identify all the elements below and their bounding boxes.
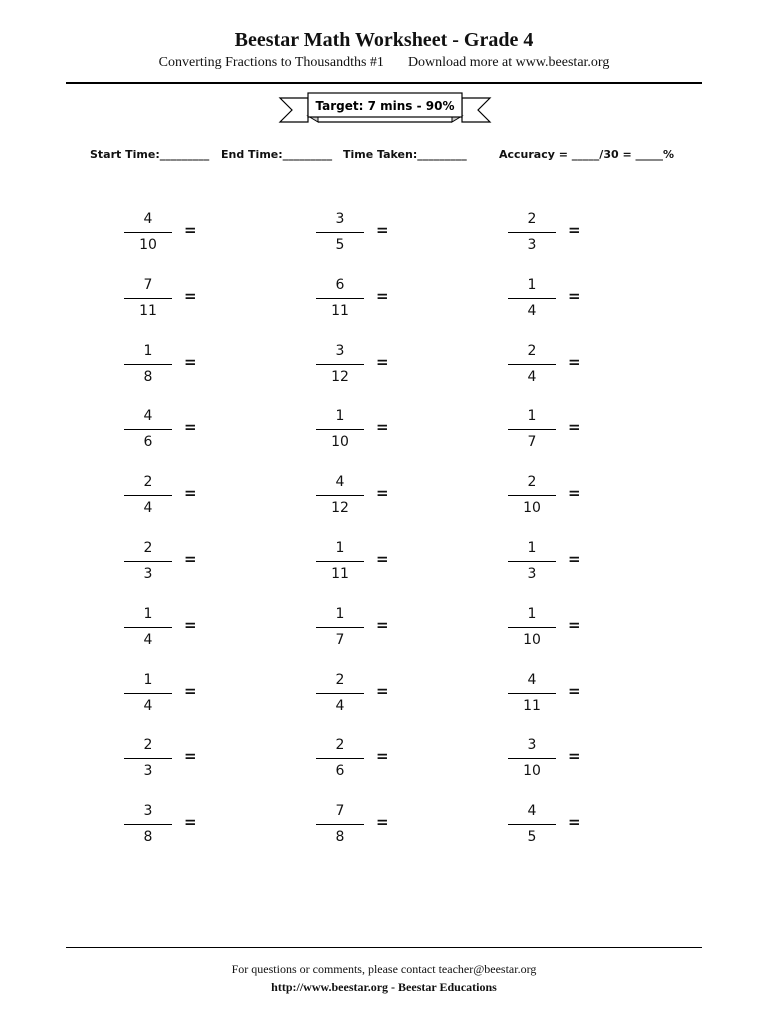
numerator: 2 — [335, 672, 345, 688]
fraction-bar — [124, 232, 172, 233]
equals-sign: = — [568, 813, 581, 831]
equals-sign: = — [568, 484, 581, 502]
fraction-bar — [508, 495, 556, 496]
fraction-bar — [124, 824, 172, 825]
fraction-problem — [124, 736, 234, 782]
fraction — [124, 802, 172, 848]
fraction-problem — [508, 736, 618, 782]
denominator: 7 — [335, 632, 345, 648]
fraction — [124, 605, 172, 651]
equals-sign: = — [184, 221, 197, 239]
fraction — [508, 736, 556, 782]
download-link-text: Download more at www.beestar.org — [407, 55, 610, 70]
fraction-problem — [316, 276, 426, 322]
fraction — [508, 671, 556, 717]
fraction-bar — [508, 824, 556, 825]
fraction-bar — [316, 693, 364, 694]
target-label: Target: 7 mins - 90% — [315, 99, 455, 113]
numerator: 2 — [143, 474, 153, 490]
denominator: 10 — [331, 434, 349, 450]
fraction-bar — [508, 298, 556, 299]
fraction — [508, 276, 556, 322]
equals-sign: = — [184, 287, 197, 305]
fraction — [316, 539, 364, 585]
fraction-problem — [316, 736, 426, 782]
fraction — [508, 473, 556, 519]
fraction-problem — [508, 473, 618, 519]
fraction — [316, 210, 364, 256]
equals-sign: = — [376, 221, 389, 239]
equals-sign: = — [568, 616, 581, 634]
fraction-problem — [508, 407, 618, 453]
denominator: 4 — [143, 632, 153, 648]
denominator: 4 — [143, 698, 153, 714]
fraction-problem — [508, 539, 618, 585]
fraction-problem — [124, 671, 234, 717]
time-taken-field: Time Taken:_________ — [343, 148, 467, 161]
fraction — [508, 539, 556, 585]
denominator: 10 — [139, 237, 157, 253]
numerator: 1 — [527, 540, 537, 556]
denominator: 8 — [335, 829, 345, 845]
numerator: 4 — [527, 803, 537, 819]
fraction — [508, 802, 556, 848]
fraction-problem — [316, 671, 426, 717]
fraction-problem — [124, 473, 234, 519]
denominator: 8 — [143, 369, 153, 385]
fraction — [124, 276, 172, 322]
fraction-bar — [316, 824, 364, 825]
equals-sign: = — [568, 221, 581, 239]
numerator: 4 — [143, 211, 153, 227]
numerator: 1 — [527, 606, 537, 622]
fraction-bar — [124, 495, 172, 496]
fraction — [508, 342, 556, 388]
fraction-problem — [124, 342, 234, 388]
fraction-bar — [316, 561, 364, 562]
numerator: 1 — [143, 672, 153, 688]
equals-sign: = — [184, 418, 197, 436]
fraction-bar — [124, 627, 172, 628]
denominator: 5 — [527, 829, 537, 845]
fraction — [316, 407, 364, 453]
footer-contact: For questions or comments, please contact teacher@beestar.org — [231, 962, 537, 976]
fraction — [508, 605, 556, 651]
equals-sign: = — [376, 353, 389, 371]
numerator: 3 — [143, 803, 153, 819]
fraction — [316, 671, 364, 717]
equals-sign: = — [184, 484, 197, 502]
equals-sign: = — [184, 747, 197, 765]
fraction-bar — [316, 758, 364, 759]
fraction — [124, 473, 172, 519]
equals-sign: = — [376, 616, 389, 634]
footer-website: http://www.beestar.org - Beestar Educations — [271, 980, 497, 994]
denominator: 6 — [335, 763, 345, 779]
numerator: 1 — [527, 408, 537, 424]
fraction-problem — [316, 802, 426, 848]
numerator: 1 — [143, 606, 153, 622]
equals-sign: = — [568, 550, 581, 568]
end-time-field: End Time:_________ — [221, 148, 333, 161]
fraction-problem — [316, 473, 426, 519]
denominator: 8 — [143, 829, 153, 845]
worksheet-topic: Converting Fractions to Thousandths #1 — [158, 55, 384, 70]
denominator: 7 — [527, 434, 537, 450]
denominator: 3 — [527, 566, 537, 582]
fraction — [124, 407, 172, 453]
denominator: 3 — [527, 237, 537, 253]
fraction-bar — [316, 429, 364, 430]
numerator: 4 — [527, 672, 537, 688]
numerator: 1 — [335, 540, 345, 556]
fraction-bar — [508, 758, 556, 759]
fraction-bar — [124, 298, 172, 299]
denominator: 4 — [335, 698, 345, 714]
equals-sign: = — [376, 418, 389, 436]
fraction-bar — [508, 364, 556, 365]
denominator: 4 — [527, 369, 537, 385]
numerator: 3 — [335, 343, 345, 359]
fraction-problem — [508, 342, 618, 388]
fraction — [124, 736, 172, 782]
footer-divider — [66, 947, 702, 948]
fraction — [316, 736, 364, 782]
equals-sign: = — [568, 747, 581, 765]
fraction-problem — [124, 539, 234, 585]
numerator: 2 — [143, 540, 153, 556]
denominator: 3 — [143, 763, 153, 779]
numerator: 4 — [143, 408, 153, 424]
denominator: 10 — [523, 500, 541, 516]
equals-sign: = — [376, 682, 389, 700]
fraction-problem — [124, 605, 234, 651]
fraction — [316, 473, 364, 519]
denominator: 11 — [331, 303, 349, 319]
fraction — [316, 802, 364, 848]
fraction-bar — [124, 429, 172, 430]
fraction-problem — [508, 671, 618, 717]
fraction — [124, 671, 172, 717]
denominator: 11 — [523, 698, 541, 714]
fraction — [508, 210, 556, 256]
fraction-bar — [508, 232, 556, 233]
equals-sign: = — [184, 813, 197, 831]
denominator: 12 — [331, 500, 349, 516]
fraction-bar — [508, 561, 556, 562]
worksheet-title: Beestar Math Worksheet - Grade 4 — [234, 29, 534, 51]
start-time-field: Start Time:_________ — [90, 148, 210, 161]
equals-sign: = — [184, 353, 197, 371]
equals-sign: = — [568, 682, 581, 700]
fraction — [508, 407, 556, 453]
numerator: 2 — [335, 737, 345, 753]
fraction-bar — [508, 693, 556, 694]
fraction-bar — [316, 298, 364, 299]
numerator: 3 — [527, 737, 537, 753]
denominator: 3 — [143, 566, 153, 582]
fraction — [316, 276, 364, 322]
accuracy-field: Accuracy = _____/30 = _____% — [499, 148, 675, 161]
fraction-problem — [508, 276, 618, 322]
equals-sign: = — [376, 484, 389, 502]
numerator: 1 — [335, 408, 345, 424]
numerator: 2 — [527, 474, 537, 490]
equals-sign: = — [184, 616, 197, 634]
fraction-bar — [124, 364, 172, 365]
fraction-problem — [316, 210, 426, 256]
fraction — [124, 539, 172, 585]
equals-sign: = — [376, 747, 389, 765]
denominator: 10 — [523, 632, 541, 648]
numerator: 7 — [335, 803, 345, 819]
fraction-problem — [316, 605, 426, 651]
fraction — [124, 342, 172, 388]
fraction-problem — [316, 407, 426, 453]
equals-sign: = — [184, 550, 197, 568]
numerator: 2 — [527, 343, 537, 359]
denominator: 5 — [335, 237, 345, 253]
fraction-bar — [124, 693, 172, 694]
equals-sign: = — [376, 287, 389, 305]
fraction-problem — [124, 276, 234, 322]
equals-sign: = — [568, 353, 581, 371]
denominator: 12 — [331, 369, 349, 385]
numerator: 3 — [335, 211, 345, 227]
denominator: 11 — [331, 566, 349, 582]
equals-sign: = — [376, 550, 389, 568]
fraction-problem — [508, 210, 618, 256]
fraction-bar — [316, 495, 364, 496]
fraction — [124, 210, 172, 256]
fraction-problem — [124, 407, 234, 453]
denominator: 4 — [143, 500, 153, 516]
numerator: 1 — [143, 343, 153, 359]
numerator: 6 — [335, 277, 345, 293]
denominator: 4 — [527, 303, 537, 319]
denominator: 10 — [523, 763, 541, 779]
fraction-problem — [124, 210, 234, 256]
numerator: 7 — [143, 277, 153, 293]
equals-sign: = — [376, 813, 389, 831]
fraction-problem — [316, 342, 426, 388]
numerator: 2 — [527, 211, 537, 227]
fraction — [316, 605, 364, 651]
fraction-bar — [124, 758, 172, 759]
equals-sign: = — [568, 287, 581, 305]
numerator: 2 — [143, 737, 153, 753]
fraction-bar — [316, 627, 364, 628]
numerator: 1 — [527, 277, 537, 293]
fraction-bar — [508, 627, 556, 628]
fraction-problem — [124, 802, 234, 848]
fraction-bar — [316, 232, 364, 233]
fraction-bar — [508, 429, 556, 430]
fraction-problem — [508, 605, 618, 651]
fraction-bar — [316, 364, 364, 365]
numerator: 4 — [335, 474, 345, 490]
equals-sign: = — [184, 682, 197, 700]
fraction-bar — [124, 561, 172, 562]
numerator: 1 — [335, 606, 345, 622]
equals-sign: = — [568, 418, 581, 436]
fraction-problem — [508, 802, 618, 848]
denominator: 11 — [139, 303, 157, 319]
denominator: 6 — [143, 434, 153, 450]
fraction-problem — [316, 539, 426, 585]
fraction — [316, 342, 364, 388]
